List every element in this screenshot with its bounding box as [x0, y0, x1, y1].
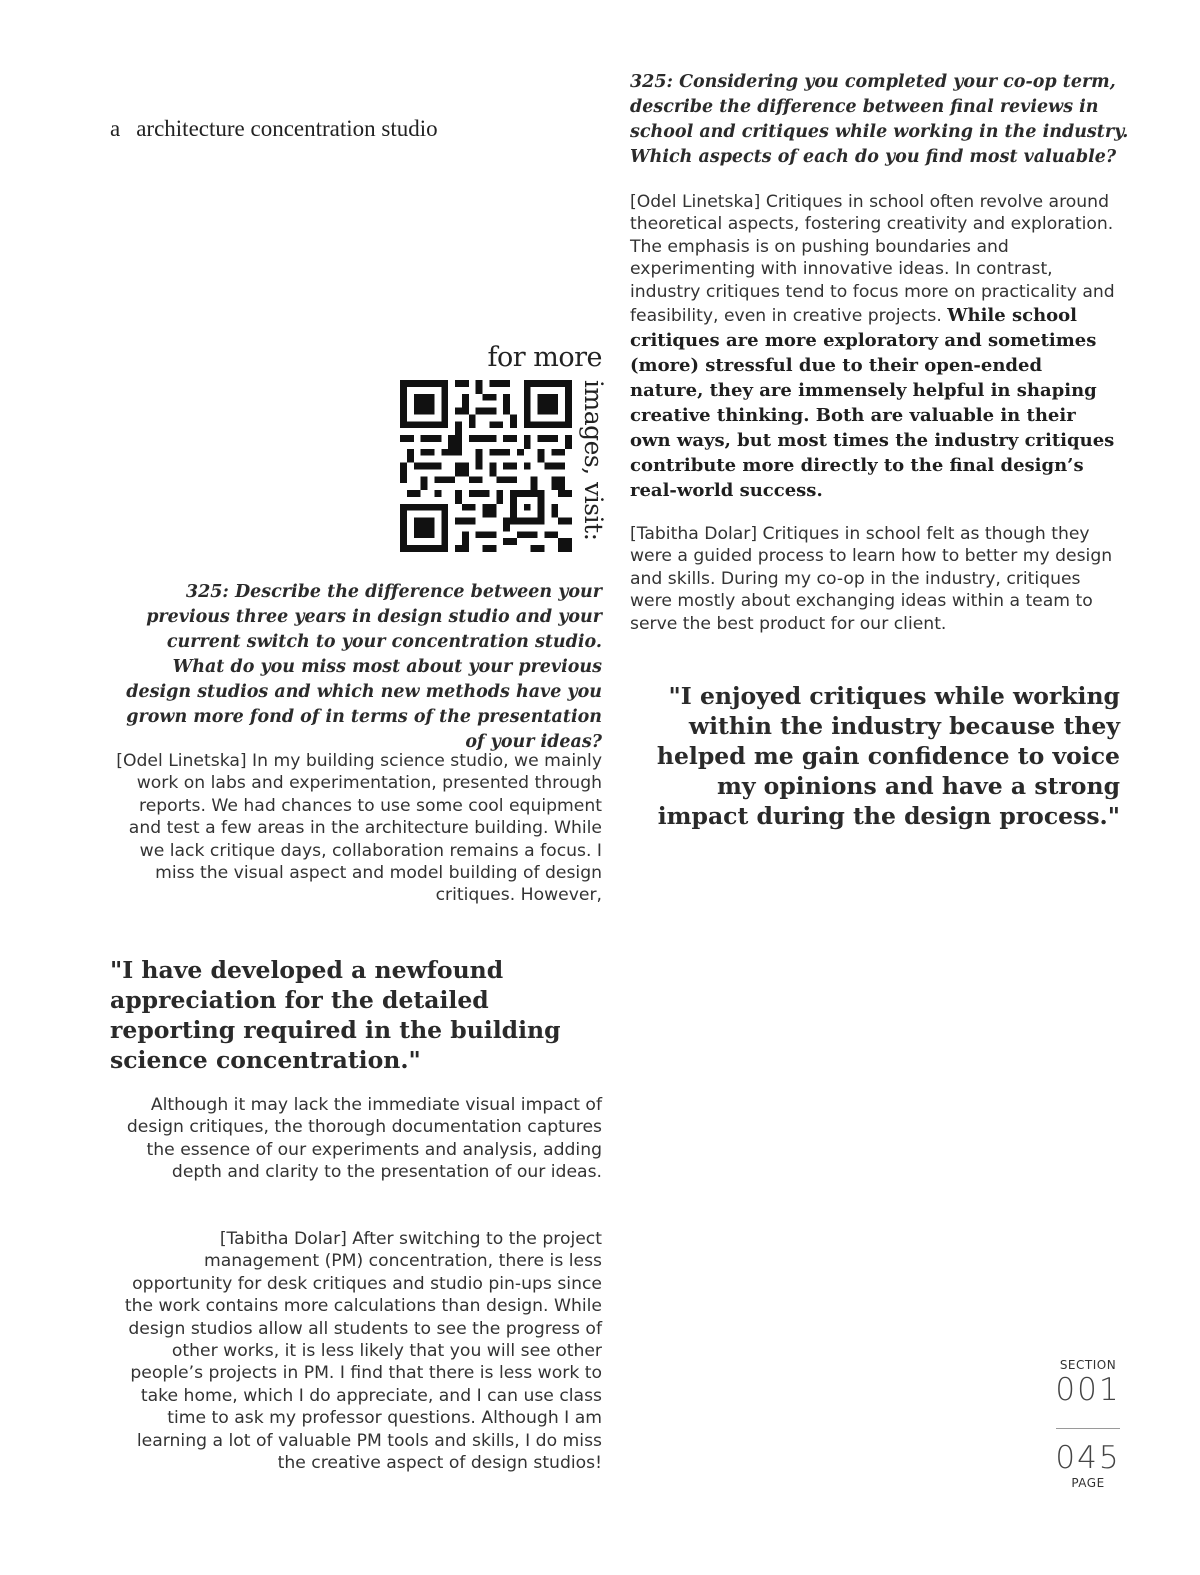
page-label: PAGE — [1071, 1476, 1105, 1490]
section-marker — [1040, 1358, 1136, 1408]
left-answer-odel: [Odel Linetska] In my building science studio, we mainly work on labs and experimentation, presented through reports. We had chances to use some cool equipment and test a few areas in the architecture building. While we lack critique days, collaboration remains a focus. I miss the visual aspect and model building of design critiques. However, — [116, 751, 602, 906]
marker-divider — [1056, 1428, 1120, 1429]
section-header — [110, 116, 438, 142]
qr-code-icon[interactable] — [400, 380, 572, 552]
right-answer-odel — [630, 191, 1120, 503]
right-answer-tabitha: [Tabitha Dolar] Critiques in school felt as though they were a guided process to learn how to better my design and skills. During my co-op in the industry, critiques were mostly about exchanging ideas within a team to serve the best product for our client. — [630, 524, 1113, 634]
right-pull-quote: "I enjoyed critiques while working within the industry because they helped me gain confidence to voice my opinions and have a strong impact during the design process." — [656, 682, 1120, 830]
right-question: 325: Considering you completed your co-op term, describe the difference between final reviews in school and critiques while working in the industry. Which aspects of each do you find most valuable? — [630, 72, 1129, 167]
section-number: 001 — [1055, 1372, 1121, 1408]
left-pull-quote: "I have developed a newfound appreciation for the detailed reporting required in the building science concentration." — [110, 956, 561, 1074]
right-answer-odel-plain: [Odel Linetska] Critiques in school often revolve around theoretical aspects, fostering creativity and exploration. The emphasis is on pushing boundaries and experimenting with innovative ideas. In contrast, industry critiques tend to focus more on practicality and feasibility, even in creative projects. — [630, 192, 1115, 327]
right-answer-odel-bold: While school critiques are more exploratory and sometimes (more) stressful due to their open-ended nature, they are immensely helpful in shaping creative thinking. Both are valuable in their own ways, but most times the industry critiques contribute more directly to the final design’s real-world success. — [630, 305, 1115, 502]
section-label: SECTION — [1059, 1358, 1117, 1372]
header-title: architecture concentration studio — [136, 116, 438, 141]
page-marker — [1040, 1440, 1136, 1490]
left-answer-odel-continued: Although it may lack the immediate visual impact of design critiques, the thorough documentation captures the essence of our experiments and analysis, adding depth and clarity to the presentation of our ideas. — [126, 1095, 602, 1183]
page-number: 045 — [1055, 1440, 1121, 1476]
left-answer-tabitha: [Tabitha Dolar] After switching to the project management (PM) concentration, there is less opportunity for desk critiques and studio pin-ups since the work contains more calculations than design. While design studios allow all students to see the progress of other works, it is less likely that you will see other people’s projects in PM. I find that there is less work to take home, which I do appreciate, and I can use class time to ask my professor questions. Although I am learning a lot of valuable PM tools and skills, I do miss the creative aspect of design studios! — [124, 1229, 602, 1474]
qr-vertical-label: images, visit: — [579, 380, 608, 541]
header-letter: a — [110, 116, 121, 141]
qr-heading: for more — [487, 342, 602, 373]
left-question: 325: Describe the difference between your previous three years in design studio and your current switch to your concentration studio. What do you miss most about your previous design studios and which new methods have you grown more fond of in terms of the presentation of your ideas? — [126, 582, 602, 752]
